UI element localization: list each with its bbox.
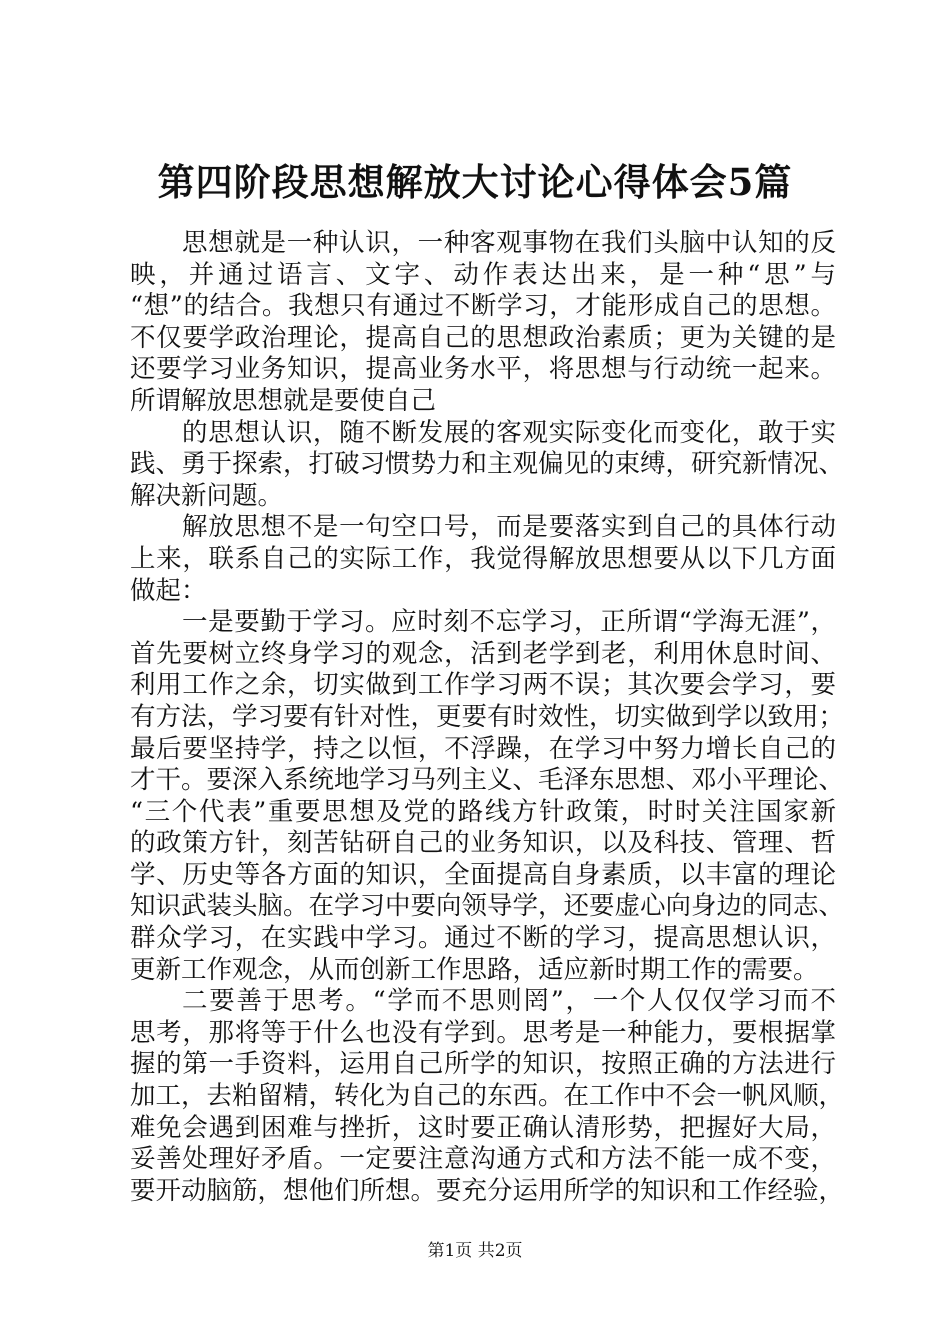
text-line: 的思想认识，随不断发展的客观实际变化而变化，敢于实 bbox=[182, 417, 836, 448]
text-line: 学、历史等各方面的知识，全面提高自身素质，以丰富的理论 bbox=[130, 859, 836, 890]
text-line: 才干。要深入系统地学习马列主义、毛泽东思想、邓小平理论、 bbox=[130, 765, 845, 796]
text-line: 妥善处理好矛盾。一定要注意沟通方式和方法不能一成不变， bbox=[130, 1144, 836, 1175]
text-line: 最后要坚持学，持之以恒，不浮躁，在学习中努力增长自己的 bbox=[130, 733, 836, 764]
text-line: 解放思想不是一句空口号，而是要落实到自己的具体行动 bbox=[182, 512, 836, 543]
text-line: 利用工作之余，切实做到工作学习两不误；其次要会学习，要 bbox=[130, 670, 836, 701]
text-line: 有方法，学习要有针对性，更要有时效性，切实做到学以致用； bbox=[130, 701, 845, 732]
text-line: 映，并通过语言、文字、动作表达出来，是一种“思”与 bbox=[130, 259, 836, 290]
text-line: 还要学习业务知识，提高业务水平，将思想与行动统一起来。 bbox=[130, 354, 836, 385]
document-body bbox=[130, 228, 845, 1207]
text-line: 所谓解放思想就是要使自己 bbox=[130, 385, 437, 416]
text-line: 更新工作观念，从而创新工作思路，适应新时期工作的需要。 bbox=[130, 954, 819, 985]
text-line: 握的第一手资料，运用自己所学的知识，按照正确的方法进行 bbox=[130, 1049, 836, 1080]
text-line: 一是要勤于学习。应时刻不忘学习，正所谓“学海无涯”， bbox=[182, 607, 836, 638]
page-footer: 第1页 共2页 bbox=[427, 1241, 523, 1261]
text-line: 思考，那将等于什么也没有学到。思考是一种能力，要根据掌 bbox=[130, 1017, 836, 1048]
text-line: “想”的结合。我想只有通过不断学习，才能形成自己的思想。 bbox=[130, 291, 836, 322]
text-line: 解决新问题。 bbox=[130, 480, 284, 511]
document-title: 第四阶段思想解放大讨论心得体会5篇 bbox=[157, 160, 793, 204]
text-line: 的政策方针，刻苦钻研自己的业务知识，以及科技、管理、哲 bbox=[130, 828, 836, 859]
text-line: 难免会遇到困难与挫折，这时要正确认清形势，把握好大局， bbox=[130, 1112, 836, 1143]
text-line: 群众学习，在实践中学习。通过不断的学习，提高思想认识， bbox=[130, 923, 836, 954]
text-line: 践、勇于探索，打破习惯势力和主观偏见的束缚，研究新情况、 bbox=[130, 449, 845, 480]
text-line: 做起： bbox=[130, 575, 207, 606]
text-line: “三个代表”重要思想及党的路线方针政策，时时关注国家新 bbox=[130, 796, 836, 827]
text-line: 要开动脑筋，想他们所想。要充分运用所学的知识和工作经验， bbox=[130, 1175, 845, 1206]
text-line: 加工，去粕留精，转化为自己的东西。在工作中不会一帆风顺， bbox=[130, 1081, 845, 1112]
text-line: 二要善于思考。“学而不思则罔”，一个人仅仅学习而不 bbox=[182, 986, 836, 1017]
text-line: 上来，联系自己的实际工作，我觉得解放思想要从以下几方面 bbox=[130, 543, 836, 574]
text-line: 知识武装头脑。在学习中要向领导学，还要虚心向身边的同志、 bbox=[130, 891, 845, 922]
text-line: 思想就是一种认识，一种客观事物在我们头脑中认知的反 bbox=[182, 228, 836, 258]
text-line: 首先要树立终身学习的观念，活到老学到老，利用休息时间、 bbox=[130, 638, 836, 669]
text-line: 不仅要学政治理论，提高自己的思想政治素质；更为关键的是 bbox=[130, 322, 836, 353]
